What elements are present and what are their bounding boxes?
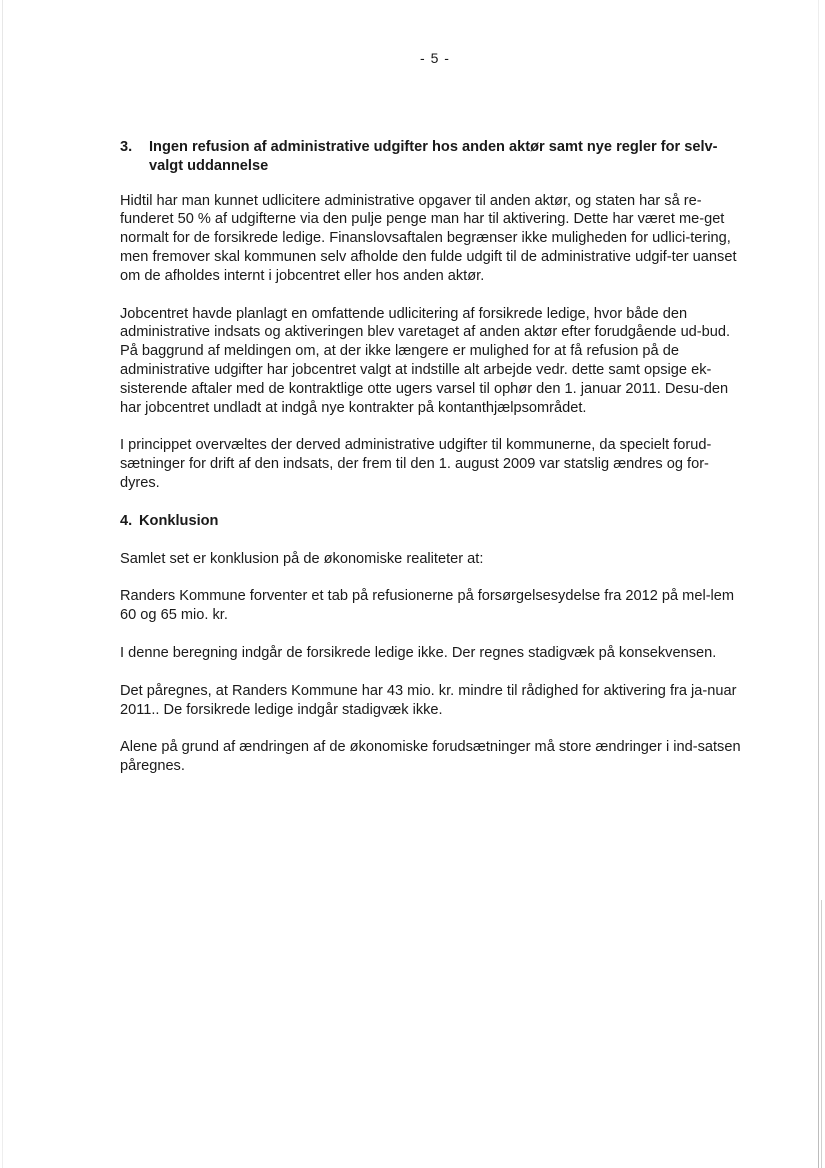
section-4-paragraph-2: Randers Kommune forventer et tab på refusionerne på forsørgelsesydelse fra 2012 på mel-lem 60 og 65 mio. kr. xyxy=(120,588,735,624)
section-3-paragraph-1: Hidtil har man kunnet udlicitere administrative opgaver til anden aktør, og staten har så re-funderet 50 % af udgifterne via den pulje penge man har til aktivering. Dette har været me-get normalt for de forsikrede ledige. Finanslovsaftalen begrænser ikke muligheden for udlici-tering, men fremover skal kommunen selv afholde den fulde udgift til de administrative udgif-ter uanset om de afholdes internt i jobcentret eller hos anden aktør. xyxy=(120,192,737,284)
section-3-title: Ingen refusion af administrative udgifter hos anden aktør samt nye regler for selv-valgt uddannelse xyxy=(149,139,718,174)
section-4-paragraph-4: Det påregnes, at Randers Kommune har 43 mio. kr. mindre til rådighed for aktivering fra ja-nuar 2011.. De forsikrede ledige indgår stadigvæk ikke. xyxy=(120,682,737,718)
scan-edge-right xyxy=(818,0,819,1168)
scan-edge-left xyxy=(2,0,3,1168)
section-3-number: 3. xyxy=(120,139,133,155)
document-body xyxy=(120,138,748,776)
section-3-heading xyxy=(120,138,748,176)
section-4-paragraph-3: I denne beregning indgår de forsikrede ledige ikke. Der regnes stadigvæk på konsekvensen. xyxy=(120,644,717,661)
section-4-heading xyxy=(120,512,748,531)
section-4-paragraph-5: Alene på grund af ændringen af de økonomiske forudsætninger må store ændringer i ind-satsen påregnes. xyxy=(120,739,741,775)
section-4-number: 4. xyxy=(120,512,133,529)
section-4-title: Konklusion xyxy=(139,512,219,529)
section-3-paragraph-2: Jobcentret havde planlagt en omfattende udlicitering af forsikrede ledige, hvor både den administrative indsats og aktiveringen blev varetaget af anden aktør efter forudgående ud-bud. På baggrund af meldingen om, at der ikke længere er mulighed for at få refusion på de administrative udgifter har jobcentret valgt at indstille alt arbejde vedr. dette samt opsige ek-sisterende aftaler med de kontraktlige otte ugers varsel til ophør den 1. januar 2011. Desu-den har jobcentret undladt at indgå nye kontrakter på kontanthjælpsområdet. xyxy=(120,305,731,416)
page-number: - 5 - xyxy=(420,50,450,66)
section-3-paragraph-3: I princippet overvæltes der derved administrative udgifter til kommunerne, da specielt forud-sætninger for drift af den indsats, der frem til den 1. august 2009 var statslig ændres og for-dyres. xyxy=(120,437,712,491)
section-4-paragraph-1: Samlet set er konklusion på de økonomiske realiteter at: xyxy=(120,550,484,567)
scan-edge-right-secondary xyxy=(821,900,822,1168)
